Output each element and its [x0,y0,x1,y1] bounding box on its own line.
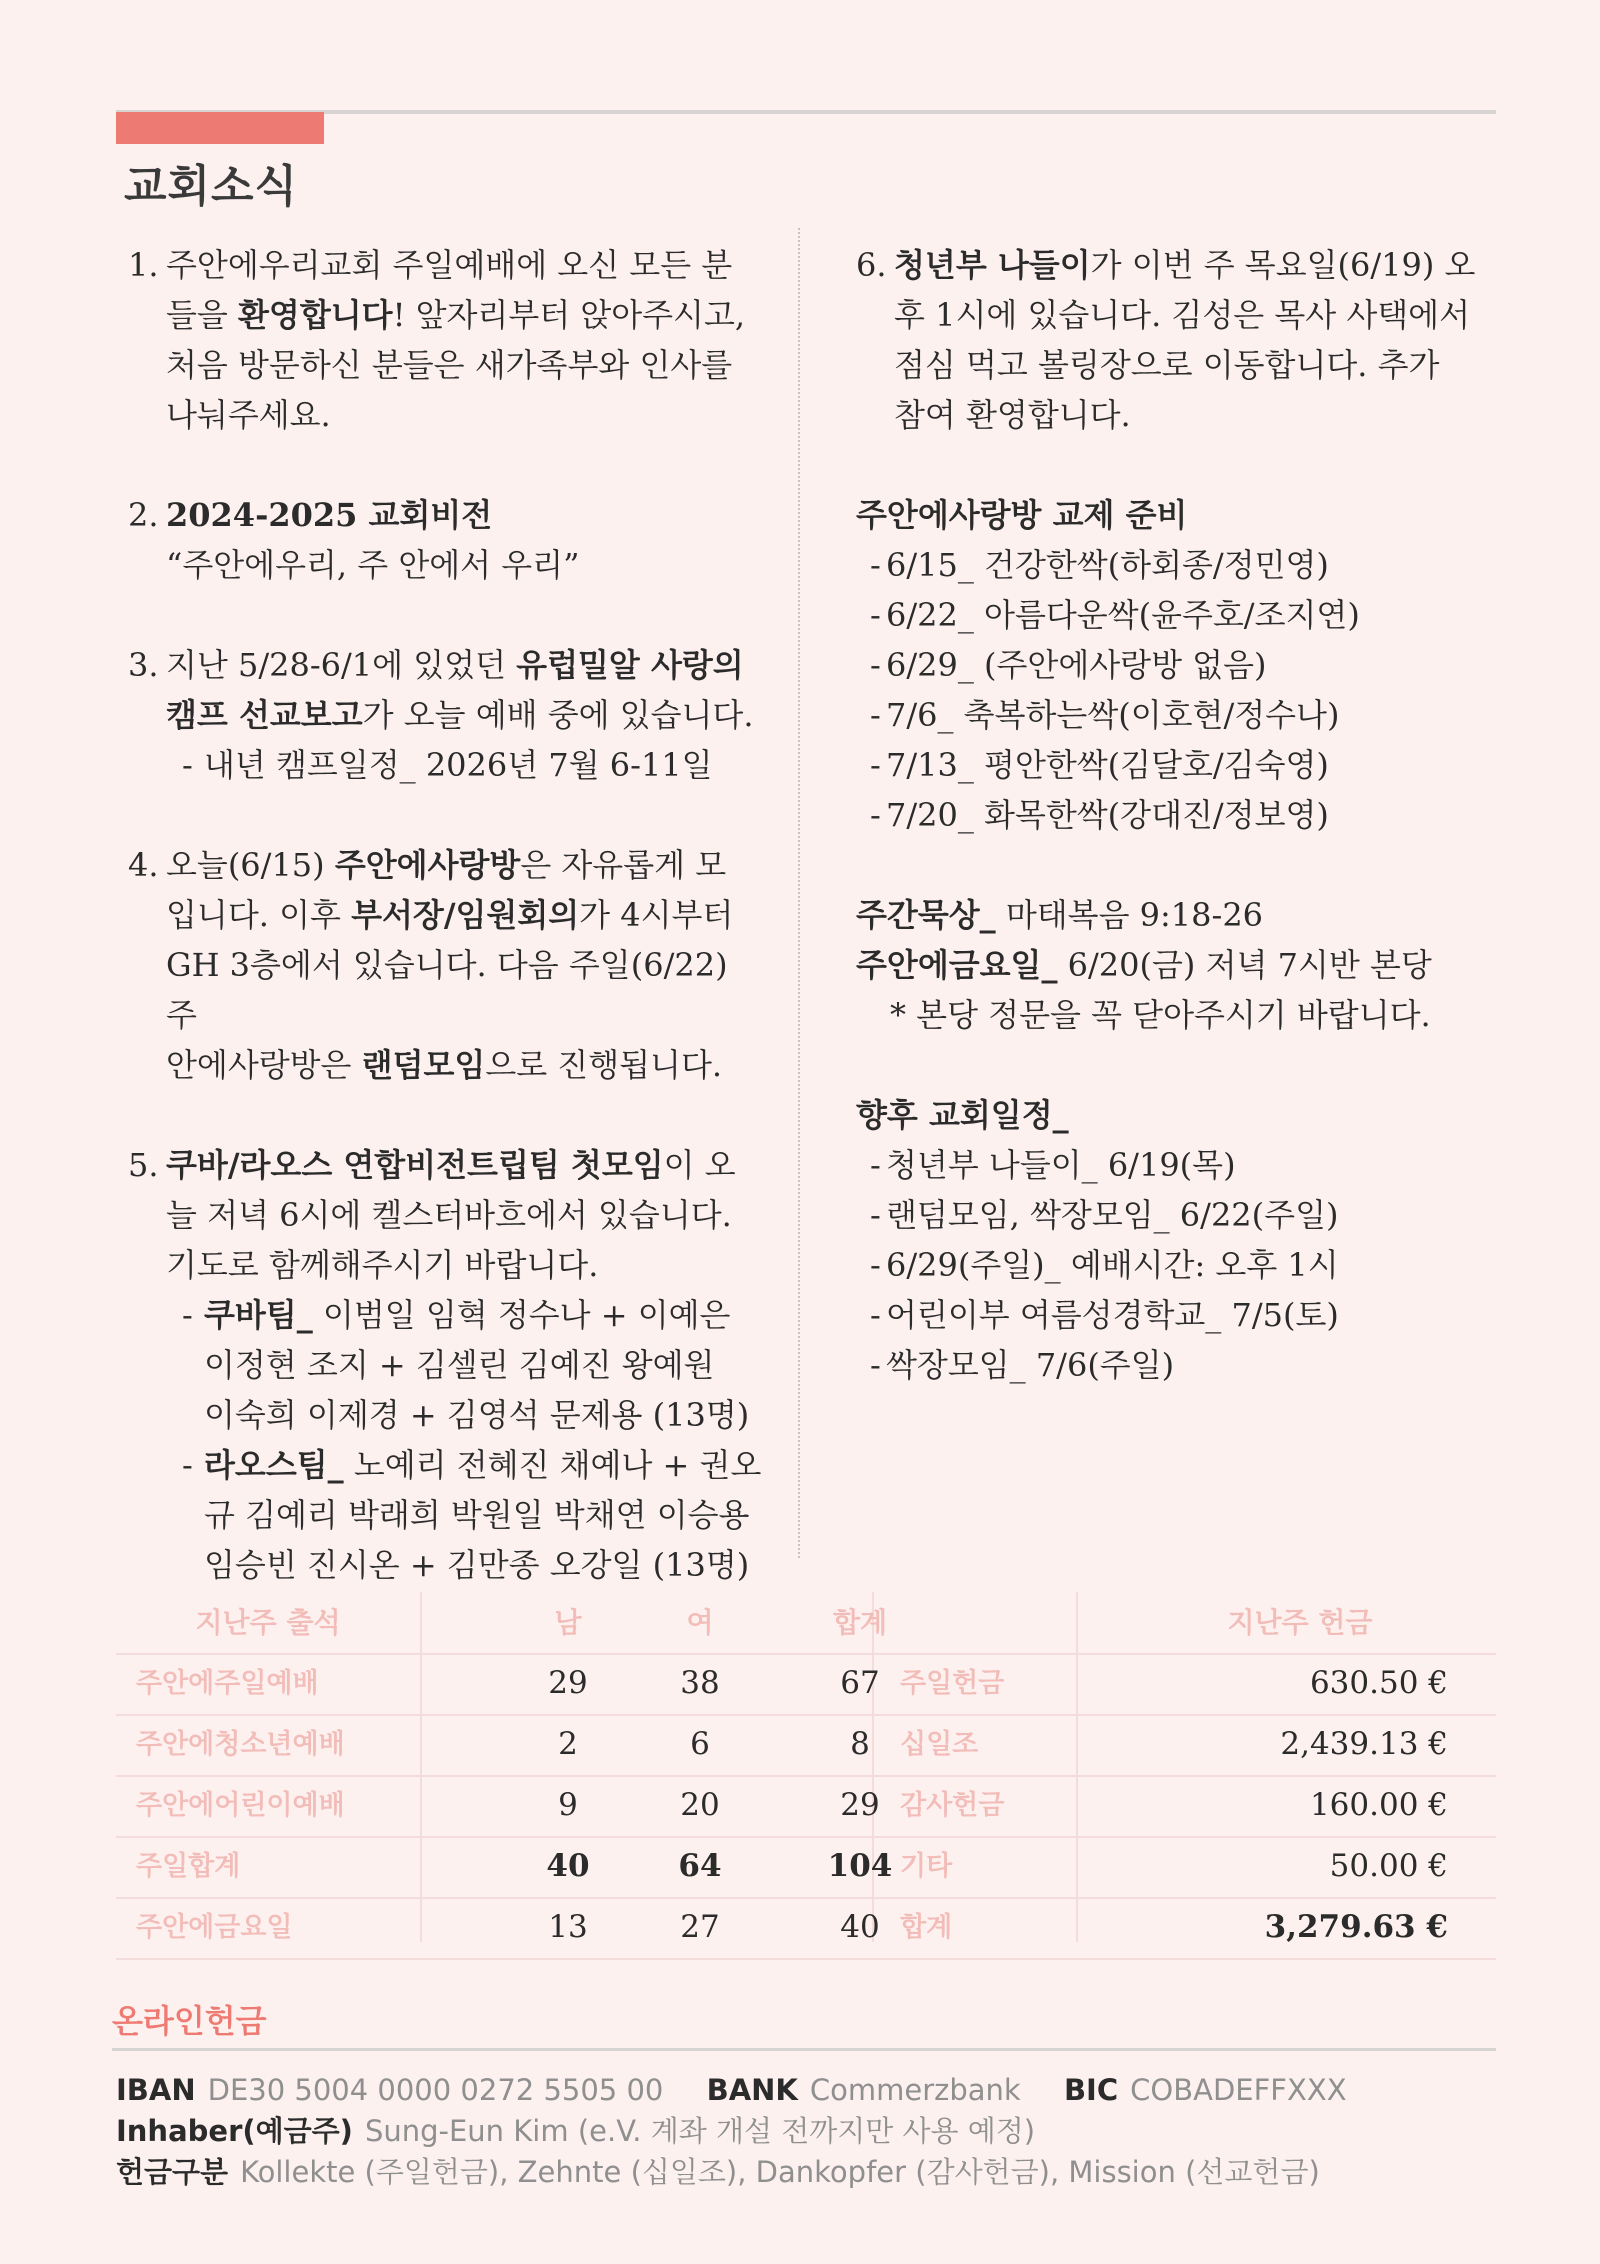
text-segment: ! 앞자리부터 앉아주시고, [392,296,746,334]
attendance-label: 주안에어린이예배 [136,1790,345,1821]
text-line [166,340,768,390]
bank-value: Commerzbank [809,2073,1021,2107]
table-row [116,1714,1496,1777]
bold-text: 유럽밀알 사랑의 [516,646,744,684]
item-number: 4. [128,846,159,884]
text-line [894,240,1496,290]
attendance-label: 주안에청소년예배 [136,1729,345,1760]
text-segment: 지난 5/28-6/1에 있었던 [166,646,517,684]
text-segment: 오늘(6/15) [166,846,335,884]
bullet-dash: - [870,796,881,834]
text-line [204,1390,768,1440]
text-segment: 입니다. 이후 [166,896,352,934]
text-line [166,940,768,1040]
list-item-text: 랜덤모임, 싹장모임_ 6/22(주일) [886,1196,1339,1234]
attendance-label: 주안에금요일 [136,1912,293,1943]
text-line [894,290,1496,340]
list-item-text: 6/15_ 건강한싹(하회종/정민영) [886,546,1329,584]
offering-label: 십일조 [900,1729,979,1760]
table-row [116,1653,1496,1716]
female-count: 27 [680,1909,720,1945]
text-line [166,890,768,940]
list-item [856,640,1496,690]
holder-line [116,2111,1381,2152]
bullet-dash: - [870,1146,881,1184]
sub-item [166,740,768,790]
announcement-item [128,490,768,590]
bullet-dash: - [182,746,193,784]
bullet-dash: - [870,746,881,784]
bullet-dash: - [870,1246,881,1284]
text-line [204,1540,768,1590]
text-segment: “주안에우리, 주 안에서 우리” [166,546,580,584]
list-item [856,1190,1496,1240]
text-line [204,1290,768,1340]
meditation-line [856,890,1496,940]
offering-label: 기타 [900,1851,953,1882]
list-item-text: 어린이부 여름성경학교_ 7/5(토) [886,1296,1339,1334]
meditation-label: 주간묵상_ [856,896,996,934]
list-item [856,1240,1496,1290]
item-number: 3. [128,646,159,684]
list-item [856,1340,1496,1390]
item-number: 5. [128,1146,159,1184]
text-line [204,1490,768,1540]
offering-amount: 3,279.63 € [1264,1909,1448,1945]
item-number: 6. [856,246,887,284]
bold-text: 부서장/임원회의 [351,896,580,934]
text-line [166,1140,768,1190]
text-segment: 내년 캠프일정_ 2026년 7월 6-11일 [204,746,713,784]
offering-label: 감사헌금 [900,1790,1005,1821]
total-count: 40 [840,1909,880,1945]
female-count: 6 [690,1726,710,1762]
list-item [856,790,1496,840]
list-item [856,1290,1496,1340]
friday-label: 주안에금요일_ [856,946,1058,984]
total-count: 104 [827,1848,893,1884]
bold-text: 쿠바팀_ [204,1296,313,1334]
bold-text: 청년부 나들이 [894,246,1091,284]
column-header-male: 남 [554,1606,582,1639]
offering-amount: 160.00 € [1309,1787,1448,1823]
schedule-section [856,1090,1496,1390]
text-segment: 으로 진행됩니다. [485,1046,723,1084]
list-item [856,590,1496,640]
offering-header: 지난주 헌금 [1227,1606,1373,1639]
text-line [166,1040,768,1090]
text-segment: GH 3층에서 있습니다. 다음 주일(6/22) 주 [166,946,728,1034]
male-count: 13 [548,1909,588,1945]
bold-text: 랜덤모임 [361,1046,486,1084]
text-line [204,1340,768,1390]
text-line [166,840,768,890]
bullet-dash: - [870,1346,881,1384]
announcement-item [128,640,768,790]
text-line [166,690,768,740]
online-rule [112,2048,1496,2051]
iban-value: DE30 5004 0000 0272 5505 00 [207,2073,664,2107]
text-segment: 임승빈 진시온 + 김만종 오강일 (13명) [204,1546,750,1584]
text-line [204,1440,768,1490]
sarangbang-title: 주안에사랑방 교제 준비 [856,496,1188,534]
item-number: 1. [128,246,159,284]
item-number: 2. [128,496,159,534]
total-count: 29 [840,1787,880,1823]
text-segment: 은 자유롭게 모 [520,846,727,884]
female-count: 38 [680,1665,720,1701]
bullet-dash: - [870,596,881,634]
offering-label: 주일헌금 [900,1668,1005,1699]
text-segment: 늘 저녁 6시에 켈스터바흐에서 있습니다. [166,1196,732,1234]
offering-amount: 630.50 € [1309,1665,1448,1701]
text-line [204,740,768,790]
offering-types-label: 헌금구분 [116,2155,229,2189]
table-header-row [116,1592,1496,1655]
bold-text: 주안에사랑방 [334,846,521,884]
bic-label: BIC [1063,2073,1119,2107]
bullet-dash: - [870,1196,881,1234]
offering-types-line [116,2152,1381,2193]
list-item-text: 6/22_ 아름다운싹(윤주호/조지연) [886,596,1360,634]
text-segment: 기도로 함께해주시기 바랍니다. [166,1246,599,1284]
bullet-dash: - [870,1296,881,1334]
list-item-text: 6/29_ (주안에사랑방 없음) [886,646,1267,684]
list-item [856,690,1496,740]
announcement-item [128,1140,768,1590]
friday-value: 6/20(금) 저녁 7시반 본당 [1057,946,1432,984]
holder-value: Sung-Eun Kim (e.V. 계좌 개설 전까지만 사용 예정) [364,2114,1036,2148]
list-item [856,540,1496,590]
text-line [166,540,768,590]
bold-text: 2024-2025 교회비전 [166,496,493,534]
meditation-friday-section [856,890,1496,1040]
text-segment: 후 1시에 있습니다. 김성은 목사 사택에서 [894,296,1470,334]
text-segment: 나눠주세요. [166,396,331,434]
text-segment: 가 오늘 예배 중에 있습니다. [362,696,754,734]
column-header-female: 여 [686,1606,714,1639]
list-item-text: 7/6_ 축복하는싹(이호현/정수나) [886,696,1340,734]
announcement-item [128,840,768,1090]
attendance-label: 주안에주일예배 [136,1668,319,1699]
text-line [166,290,768,340]
online-offering-title: 온라인헌금 [112,2002,267,2040]
text-segment: 가 4시부터 [579,896,734,934]
text-line [166,240,768,290]
text-line [166,390,768,440]
male-count: 9 [558,1787,578,1823]
offering-types-value: Kollekte (주일헌금), Zehnte (십일조), Dankopfer (감사헌금), Mission (선교헌금) [240,2155,1320,2189]
male-count: 40 [546,1848,590,1884]
text-segment: 규 김예리 박래희 박원일 박채연 이승용 [204,1496,750,1534]
offering-label: 합계 [900,1912,953,1943]
female-count: 20 [680,1787,720,1823]
text-segment: 참여 환영합니다. [894,396,1131,434]
iban-label: IBAN [116,2073,196,2107]
bank-info [116,2070,1381,2193]
offering-amount: 2,439.13 € [1280,1726,1448,1762]
list-item-text: 7/20_ 화목한싹(강대진/정보영) [886,796,1329,834]
text-segment: 노예리 전혜진 채예나 + 권오 [343,1446,762,1484]
left-column [128,240,768,1640]
female-count: 64 [678,1848,722,1884]
holder-label: Inhaber(예금주) [116,2114,353,2148]
bold-text: 라오스팀_ [204,1446,344,1484]
sub-item [166,1440,768,1590]
male-count: 2 [558,1726,578,1762]
section-title: 교회소식 [124,161,299,212]
list-item [856,740,1496,790]
title-accent-bar [116,112,324,144]
bullet-dash: - [182,1296,193,1334]
friday-line [856,940,1496,990]
text-segment: 이정현 조지 + 김셀린 김예진 왕예원 [204,1346,715,1384]
bullet-dash: - [870,696,881,734]
text-line [894,340,1496,390]
offering-amount: 50.00 € [1329,1848,1448,1884]
table-row [116,1897,1496,1960]
bold-text: 환영합니다 [238,296,393,334]
meditation-value: 마태복음 9:18-26 [995,896,1264,934]
text-segment: 점심 먹고 볼링장으로 이동합니다. 추가 [894,346,1440,384]
text-line [166,490,768,540]
bold-text: 캠프 선교보고 [166,696,363,734]
column-header-total: 합계 [832,1606,888,1639]
male-count: 29 [548,1665,588,1701]
sarangbang-section [856,490,1496,840]
total-count: 8 [850,1726,870,1762]
bold-text: 쿠바/라오스 연합비전트립팀 첫모임 [166,1146,664,1184]
text-line [166,1240,768,1290]
text-segment: 안에사랑방은 [166,1046,362,1084]
bullet-dash: - [870,646,881,684]
list-item-text: 싹장모임_ 7/6(주일) [886,1346,1175,1384]
sub-item [166,1290,768,1440]
bullet-dash: - [870,546,881,584]
bank-line [116,2070,1381,2111]
table-row [116,1775,1496,1838]
list-item-text: 청년부 나들이_ 6/19(목) [886,1146,1236,1184]
bank-label: BANK [706,2073,798,2107]
text-segment: 이 오 [663,1146,736,1184]
attendance-label: 주일합계 [136,1851,241,1882]
text-line [166,640,768,690]
column-divider [798,228,800,1558]
bullet-dash: - [182,1446,193,1484]
text-segment: 주안에우리교회 주일예배에 오신 모든 분 [166,246,733,284]
schedule-title: 향후 교회일정_ [856,1096,1069,1134]
text-segment: 들을 [166,296,238,334]
bic-value: COBADEFFXXX [1130,2073,1347,2107]
list-item-text: 7/13_ 평안한싹(김달호/김숙영) [886,746,1329,784]
announcement-item [128,240,768,440]
text-segment: 이숙희 이제경 + 김영석 문제용 (13명) [204,1396,750,1434]
table-row [116,1836,1496,1899]
text-segment: 이범일 임혁 정수나 + 이예은 [312,1296,731,1334]
right-column [856,240,1496,1440]
text-segment: 처음 방문하신 분들은 새가족부와 인사를 [166,346,733,384]
total-count: 67 [840,1665,880,1701]
attendance-header: 지난주 출석 [195,1606,341,1639]
text-line [166,1190,768,1240]
text-segment: 가 이번 주 목요일(6/19) 오 [1090,246,1476,284]
friday-note: * 본당 정문을 꼭 닫아주시기 바랍니다. [890,996,1431,1034]
attendance-offering-table [116,1592,1496,1945]
list-item-text: 6/29(주일)_ 예배시간: 오후 1시 [886,1246,1339,1284]
announcement-item [856,240,1496,440]
text-line [894,390,1496,440]
list-item [856,1140,1496,1190]
